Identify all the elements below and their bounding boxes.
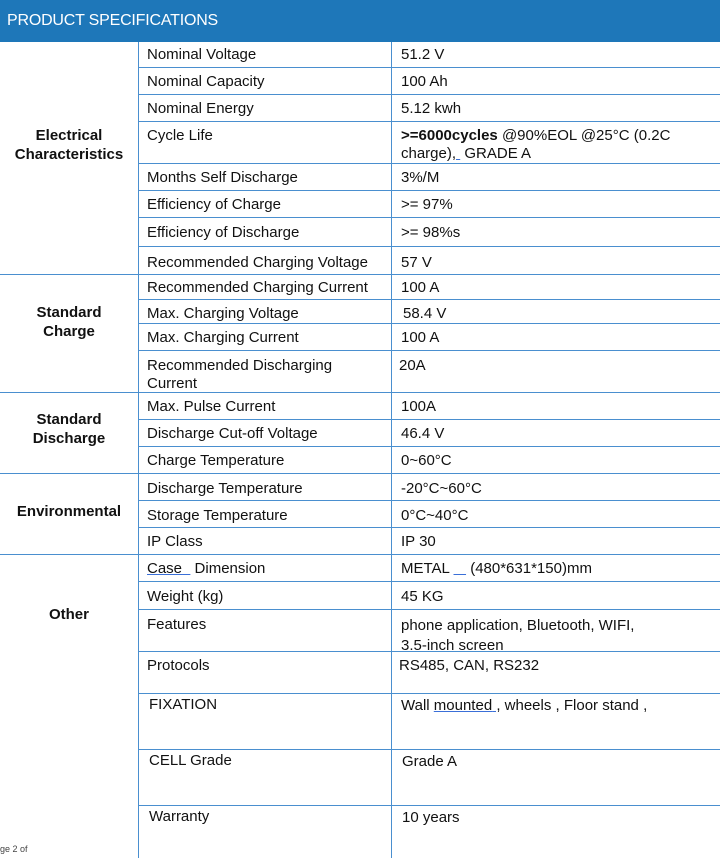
- spec-value-cycle-life: [392, 127, 670, 163]
- spec-label: Efficiency of Discharge: [147, 224, 300, 241]
- spec-value: 58.4 V: [403, 305, 447, 322]
- spec-value: 0°C~40°C: [401, 507, 469, 524]
- case-dimension: (480*631*150)mm: [466, 560, 592, 577]
- row-divider: [138, 446, 720, 447]
- fixation-wall: Wall: [401, 697, 434, 714]
- group-divider: [0, 392, 720, 393]
- spec-label: Max. Pulse Current: [147, 398, 276, 415]
- group-label-environmental: Environmental: [16, 503, 122, 520]
- spec-label: Efficiency of Charge: [147, 196, 281, 213]
- row-divider: [138, 217, 720, 218]
- spec-label: Nominal Voltage: [147, 46, 257, 63]
- row-divider: [138, 94, 720, 95]
- spec-label: Charge Temperature: [147, 452, 285, 469]
- spec-value: phone application, Bluetooth, WIFI, 3.5-inch screen: [401, 617, 635, 654]
- case-material: METAL: [401, 560, 454, 577]
- spec-label: Storage Temperature: [147, 507, 288, 524]
- page-footer: ge 2 of: [0, 844, 28, 854]
- spellcheck-marker: ,: [451, 145, 461, 162]
- spellcheck-marker: ,: [492, 697, 501, 714]
- spec-value: 46.4 V: [401, 425, 445, 442]
- spec-label-case: [139, 560, 265, 578]
- spec-value-fixation: [392, 697, 647, 715]
- row-divider: [138, 163, 720, 164]
- spec-value: RS485, CAN, RS232: [399, 657, 540, 674]
- row-divider: [138, 527, 720, 528]
- row-divider: [138, 190, 720, 191]
- group-label-standard-charge: Standard Charge: [36, 304, 102, 340]
- spec-label: Warranty: [149, 808, 210, 825]
- spec-label: Max. Charging Current: [147, 329, 299, 346]
- cycle-life-line2a: charge): [401, 145, 452, 162]
- spec-value: 100 A: [401, 329, 440, 346]
- group-divider: [0, 274, 720, 275]
- spec-value: 45 KG: [401, 588, 444, 605]
- spec-value: 0~60°C: [401, 452, 452, 469]
- spec-value: 20A: [399, 357, 426, 374]
- cycle-life-bold: >=6000cycles: [401, 127, 498, 144]
- group-divider: [0, 473, 720, 474]
- spec-value: >= 98%s: [401, 224, 461, 241]
- cycle-life-rest: @90%EOL @25°C (0.2C: [497, 127, 671, 144]
- spec-label: Discharge Cut-off Voltage: [147, 425, 318, 442]
- spec-label: Max. Charging Voltage: [147, 305, 299, 322]
- group-label-electrical: Electrical Characteristics: [14, 127, 124, 163]
- spec-value: Grade A: [402, 753, 458, 770]
- spec-value: 5.12 kwh: [401, 100, 462, 117]
- group-label-standard-discharge: Standard Discharge: [32, 411, 106, 447]
- row-divider: [138, 121, 720, 122]
- row-divider: [138, 67, 720, 68]
- spec-value: 57 V: [401, 254, 432, 271]
- row-divider: [138, 246, 720, 247]
- spec-value: IP 30: [401, 533, 436, 550]
- case-label: Case: [147, 560, 183, 577]
- row-divider: [138, 500, 720, 501]
- spec-value: -20°C~60°C: [401, 480, 482, 497]
- fixation-mounted: mounted: [433, 697, 493, 714]
- spec-value: 3%/M: [401, 169, 440, 186]
- page-header: PRODUCT SPECIFICATIONS: [0, 0, 720, 42]
- column-divider-left: [138, 42, 139, 858]
- spec-value: 10 years: [402, 809, 460, 826]
- row-divider: [138, 581, 720, 582]
- spec-label: Cycle Life: [147, 127, 213, 144]
- spec-label: Weight (kg): [147, 588, 224, 605]
- spec-value: 100 Ah: [401, 73, 448, 90]
- spec-label: Recommended Charging Current: [147, 279, 368, 296]
- row-divider: [138, 609, 720, 610]
- spec-label: Recommended Discharging Current: [147, 357, 333, 392]
- spec-label: Nominal Energy: [147, 100, 254, 117]
- dimension-label: Dimension: [190, 560, 266, 577]
- spec-value: 100 A: [401, 279, 440, 296]
- spec-label: Discharge Temperature: [147, 480, 303, 497]
- row-divider: [138, 350, 720, 351]
- row-divider: [138, 419, 720, 420]
- spec-value: >= 97%: [401, 196, 453, 213]
- row-divider: [138, 299, 720, 300]
- spec-label: Months Self Discharge: [147, 169, 298, 186]
- spec-label: Features: [147, 616, 207, 633]
- spec-label: IP Class: [147, 533, 203, 550]
- spec-label: Recommended Charging Voltage: [147, 254, 368, 271]
- spellcheck-marker: [454, 560, 467, 577]
- spec-value: 51.2 V: [401, 46, 445, 63]
- column-divider-right: [391, 42, 392, 858]
- row-divider: [138, 749, 720, 750]
- spec-value: 100A: [401, 398, 437, 415]
- spec-label: FIXATION: [149, 696, 218, 713]
- group-label-other: Other: [48, 606, 89, 623]
- cycle-life-line2b: GRADE A: [460, 145, 532, 162]
- row-divider: [138, 693, 720, 694]
- group-divider: [0, 554, 720, 555]
- row-divider: [138, 323, 720, 324]
- spec-label: CELL Grade: [149, 752, 232, 769]
- spec-value-case: [392, 560, 592, 578]
- fixation-rest: wheels , Floor stand ,: [500, 697, 648, 714]
- spec-label: Protocols: [147, 657, 210, 674]
- row-divider: [138, 805, 720, 806]
- spec-label: Nominal Capacity: [147, 73, 265, 90]
